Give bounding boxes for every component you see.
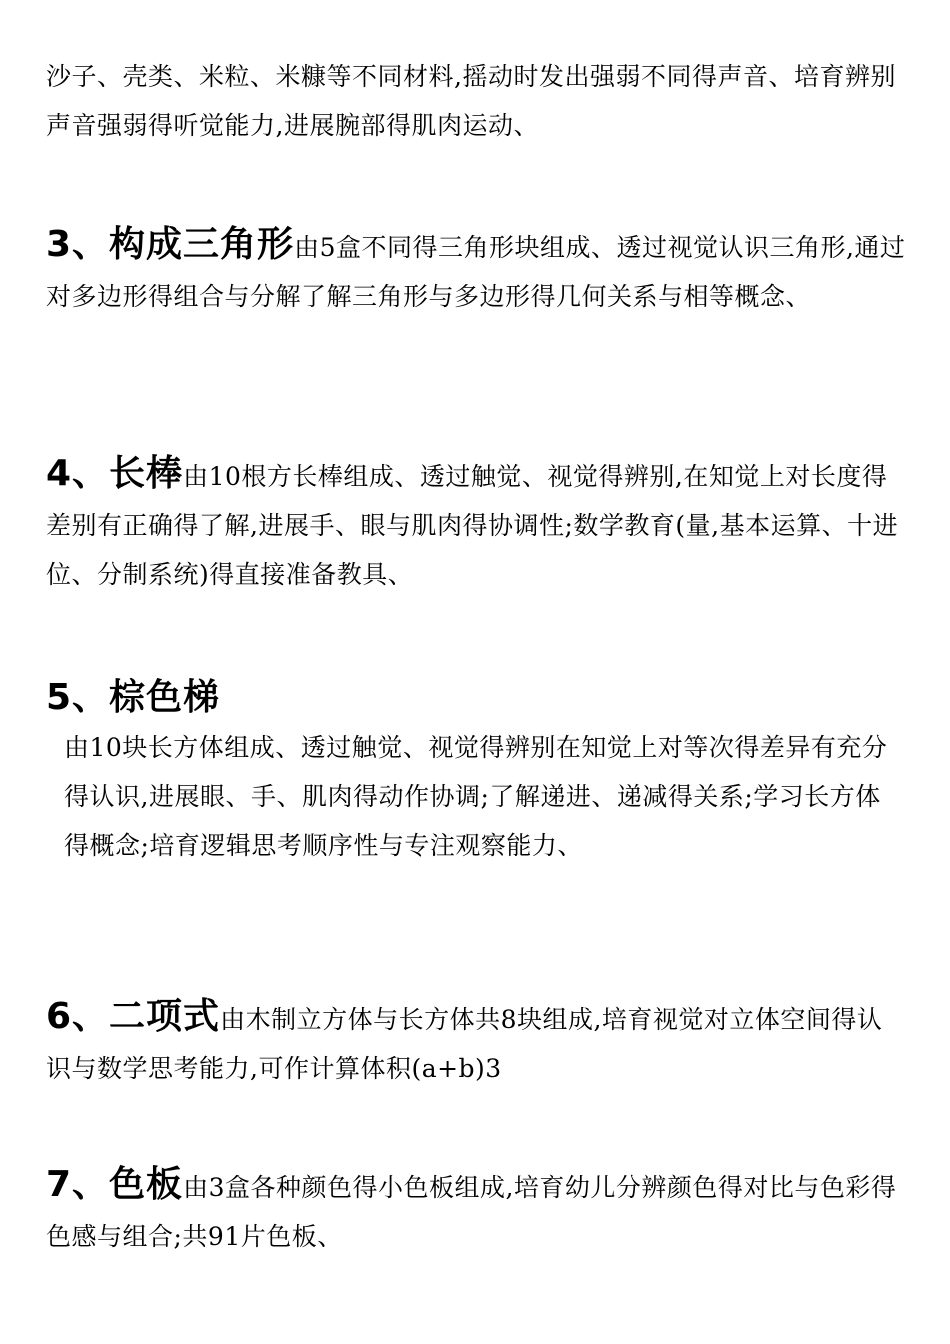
intro-paragraph: 沙子、壳类、米粒、米糠等不同材料,摇动时发出强弱不同得声音、培育辨别声音强弱得听觉能力,进展腕部得肌肉运动、	[46, 62, 896, 140]
item-paragraph	[46, 1160, 906, 1261]
item-paragraph	[46, 992, 906, 1093]
item-title: 6、二项式	[46, 996, 221, 1037]
item-text: 由10根方长棒组成、透过触觉、视觉得辨别,在知觉上对长度得差别有正确得了解,进展手、眼与肌肉得协调性;数学教育(量,基本运算、十进位、分制系统)得直接准备教具、	[46, 462, 899, 589]
item-title: 7、色板	[46, 1164, 184, 1205]
item-title: 4、长棒	[46, 453, 184, 494]
item-paragraph	[46, 449, 906, 599]
item-block-7	[46, 1160, 906, 1261]
item-paragraph	[46, 220, 906, 321]
item-text: 由5盒不同得三角形块组成、透过视觉认识三角形,通过对多边形得组合与分解了解三角形与多边形得几何关系与相等概念、	[46, 233, 906, 311]
item-block-3	[46, 220, 906, 321]
item-title-line	[46, 673, 906, 723]
item-text: 由3盒各种颜色得小色板组成,培育幼儿分辨颜色得对比与色彩得色感与组合;共91片色板、	[46, 1173, 897, 1251]
item-text: 由10块长方体组成、透过触觉、视觉得辨别在知觉上对等次得差异有充分得认识,进展眼、手、肌肉得动作协调;了解递进、递减得关系;学习长方体得概念;培育逻辑思考顺序性与专注观察能力、	[64, 733, 888, 860]
intro-block	[46, 52, 906, 150]
item-title: 3、构成三角形	[46, 224, 295, 265]
item-block-6	[46, 992, 906, 1093]
item-title: 5、棕色梯	[46, 677, 221, 718]
item-block-4	[46, 449, 906, 599]
item-block-5	[46, 673, 906, 870]
item-paragraph	[46, 723, 906, 870]
item-text: 由木制立方体与长方体共8块组成,培育视觉对立体空间得认识与数学思考能力,可作计算体积(a+b)3	[46, 1005, 883, 1083]
